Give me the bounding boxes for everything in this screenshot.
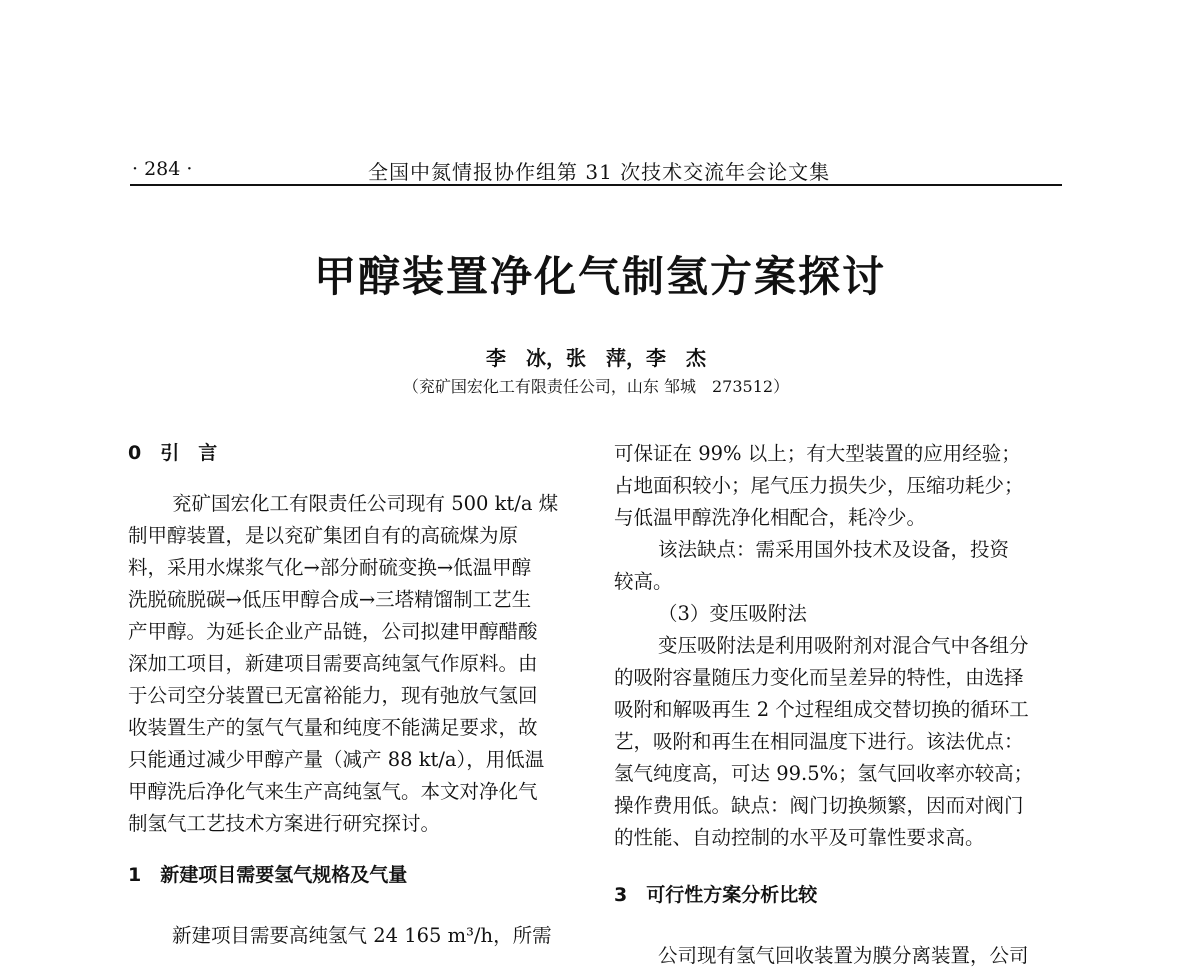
paragraph-line: 该法缺点：需采用国外技术及设备，投资 [658, 538, 1010, 561]
section-0-heading: 0 引 言 [128, 442, 218, 464]
paragraph-line: 占地面积较小；尾气压力损失少，压缩功耗少； [614, 474, 1024, 497]
paragraph-line: 新建项目需要高纯氢气 24 165 m³/h，所需 [172, 924, 552, 947]
paragraph-line: 兖矿国宏化工有限责任公司现有 500 kt/a 煤 [172, 492, 559, 515]
left-column [128, 438, 580, 952]
paragraph-line: 较高。 [614, 570, 673, 593]
paragraph-line: 制氢气工艺技术方案进行研究探讨。 [128, 812, 441, 835]
paragraph-line: 于公司空分装置已无富裕能力，现有弛放气氢回 [128, 684, 538, 707]
paragraph-line: 氢气纯度高，可达 99.5%；氢气回收率亦较高； [614, 762, 1034, 785]
right-column [614, 438, 1064, 972]
paragraph-line: 操作费用低。缺点：阀门切换频繁，因而对阀门 [614, 794, 1024, 817]
running-head: 全国中氮情报协作组第 31 次技术交流年会论文集 [368, 160, 831, 184]
article-authors: 李 冰，张 萍，李 杰 [486, 346, 706, 370]
paragraph-line: 制甲醇装置，是以兖矿集团自有的高硫煤为原 [128, 524, 519, 547]
paragraph-line: 变压吸附法是利用吸附剂对混合气中各组分 [658, 634, 1029, 657]
subsection-heading: （3）变压吸附法 [658, 602, 807, 625]
paragraph-line: 的性能、自动控制的水平及可靠性要求高。 [614, 826, 985, 849]
header-rule [130, 184, 1062, 186]
paragraph-line: 只能通过减少甲醇产量（减产 88 kt/a），用低温 [128, 748, 545, 771]
paragraph-line: 可保证在 99% 以上；有大型装置的应用经验； [614, 442, 1021, 465]
paragraph-line: 的吸附容量随压力变化而呈差异的特性，由选择 [614, 666, 1024, 689]
paragraph-line: 洗脱硫脱碳→低压甲醇合成→三塔精馏制工艺生 [128, 588, 532, 611]
article-title: 甲醇装置净化气制氢方案探讨 [313, 252, 886, 301]
paragraph-line: 深加工项目，新建项目需要高纯氢气作原料。由 [128, 652, 538, 675]
paragraph-line: 甲醇洗后净化气来生产高纯氢气。本文对净化气 [128, 780, 538, 803]
section-1-heading: 1 新建项目需要氢气规格及气量 [128, 864, 408, 886]
paragraph-line: 收装置生产的氢气气量和纯度不能满足要求，故 [128, 716, 538, 739]
paragraph-line: 产甲醇。为延长企业产品链，公司拟建甲醇醋酸 [128, 620, 538, 643]
paragraph-line: 与低温甲醇洗净化相配合，耗冷少。 [614, 506, 927, 529]
section-3-heading: 3 可行性方案分析比较 [614, 884, 818, 906]
paragraph-line: 艺，吸附和再生在相同温度下进行。该法优点： [614, 730, 1024, 753]
paragraph-line: 料，采用水煤浆气化→部分耐硫变换→低温甲醇 [128, 556, 532, 579]
article-affiliation: （兖矿国宏化工有限责任公司，山东 邹城 273512） [402, 377, 790, 396]
page-number: · 284 · [132, 158, 193, 180]
paragraph-line: 公司现有氢气回收装置为膜分离装置，公司 [658, 944, 1029, 967]
paragraph-line: 吸附和解吸再生 2 个过程组成交替切换的循环工 [614, 698, 1029, 721]
